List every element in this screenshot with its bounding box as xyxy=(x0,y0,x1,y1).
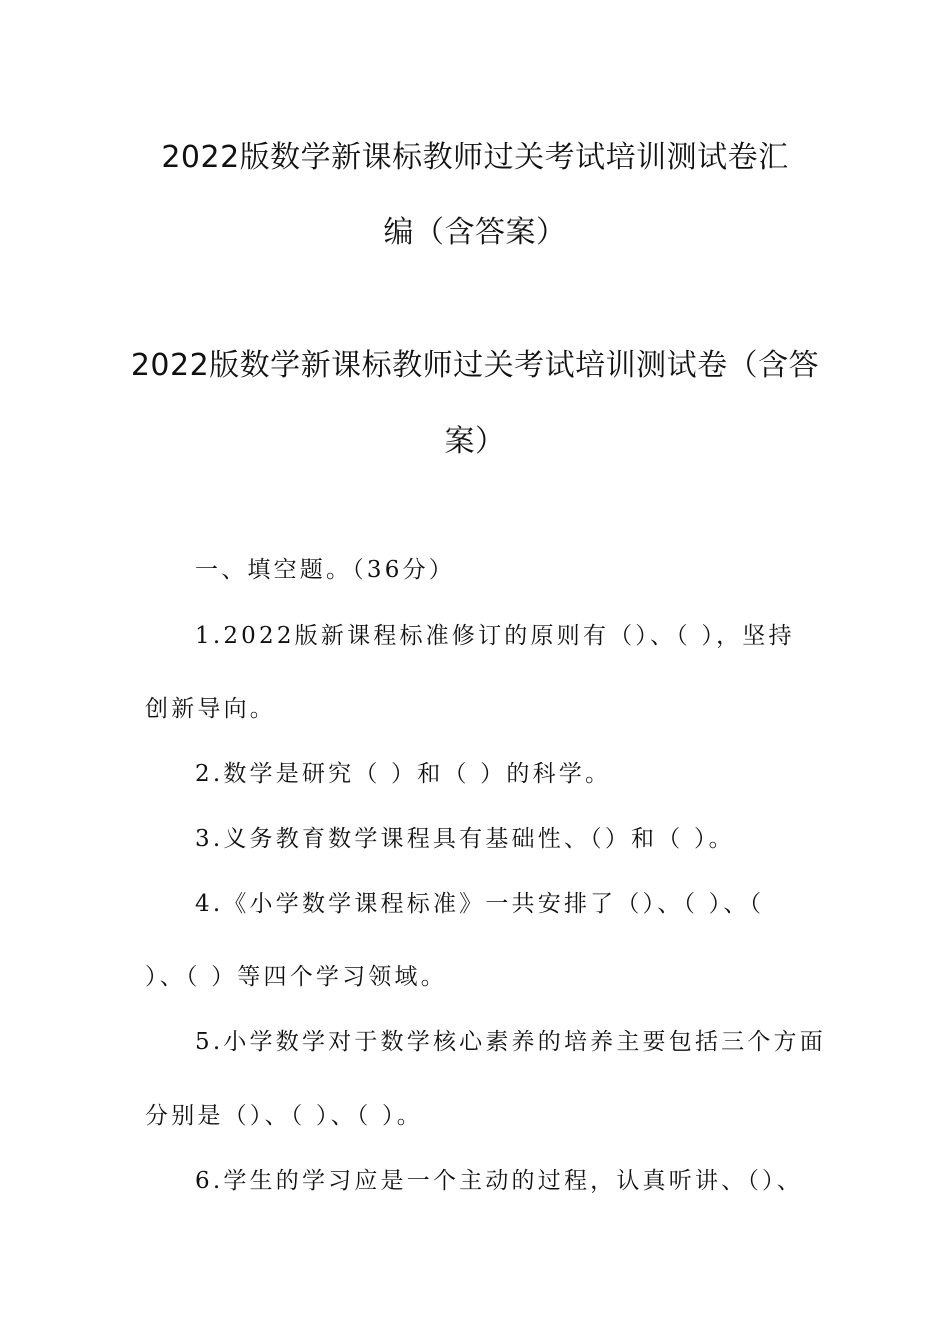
question-5-line-1: 5.小学数学对于数学核心素养的培养主要包括三个方面 xyxy=(195,1029,826,1055)
question-4-line-1: 4.《小学数学课程标准》一共安排了（）、（ ）、（ xyxy=(195,891,765,917)
sub-title-line-1: 2022版数学新课标教师过关考试培训测试卷（含答 xyxy=(130,348,820,383)
question-5-line-2: 分别是（）、（ ）、（ ）。 xyxy=(145,1103,423,1129)
section-heading: 一、填空题。（36分） xyxy=(195,557,455,583)
question-6-line-1: 6.学生的学习应是一个主动的过程，认真听讲、（）、 xyxy=(195,1168,803,1194)
question-1-line-2: 创新导向。 xyxy=(145,696,276,722)
question-3: 3.义务教育数学课程具有基础性、（）和（ ）。 xyxy=(195,826,735,852)
question-4-line-2: ）、（ ）等四个学习领域。 xyxy=(145,964,447,990)
main-title-line-1: 2022版数学新课标教师过关考试培训测试卷汇 xyxy=(161,140,789,175)
main-title-line-2: 编（含答案） xyxy=(383,215,567,250)
sub-title-line-2: 案） xyxy=(444,424,506,459)
question-1-line-1: 1.2022版新课程标准修订的原则有（）、（ ），坚持 xyxy=(195,623,795,649)
question-2: 2.数学是研究（ ）和（ ）的科学。 xyxy=(195,761,612,787)
